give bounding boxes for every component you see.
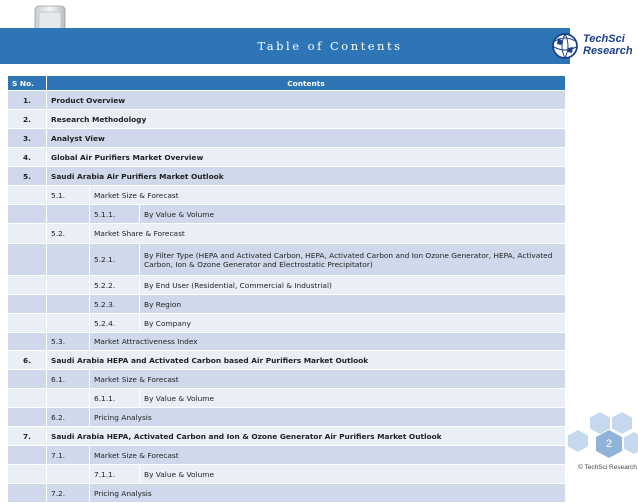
section-number: 4. bbox=[8, 148, 47, 167]
empty-cell bbox=[8, 205, 47, 224]
subsection-number: 7.2. bbox=[47, 484, 90, 503]
section-title: Saudi Arabia Air Purifiers Market Outlook bbox=[47, 167, 566, 186]
subsubsection-title: By Company bbox=[140, 314, 566, 333]
decorative-hexagon bbox=[590, 412, 610, 434]
section-number: 6. bbox=[8, 351, 47, 370]
empty-cell bbox=[8, 224, 47, 244]
empty-cell bbox=[8, 389, 47, 408]
contents-table bbox=[7, 75, 566, 503]
table-row bbox=[8, 484, 566, 503]
subsection-number: 5.3. bbox=[47, 333, 90, 351]
copyright-text: © TechSci Research bbox=[578, 464, 637, 471]
section-number: 7. bbox=[8, 427, 47, 446]
table-row bbox=[8, 129, 566, 148]
decorative-hexagon bbox=[612, 412, 632, 434]
subsection-title: Market Size & Forecast bbox=[90, 446, 566, 465]
subsection-title: Market Share & Forecast bbox=[90, 224, 566, 244]
techsci-logo bbox=[549, 29, 635, 63]
section-title: Saudi Arabia HEPA and Activated Carbon based Air Purifiers Market Outlook bbox=[47, 351, 566, 370]
table-row bbox=[8, 295, 566, 314]
empty-cell bbox=[47, 276, 90, 295]
empty-cell bbox=[8, 465, 47, 484]
empty-cell bbox=[47, 465, 90, 484]
table-row bbox=[8, 224, 566, 244]
column-header-sno: S No. bbox=[8, 76, 47, 91]
table-row bbox=[8, 351, 566, 370]
subsubsection-number: 5.2.4. bbox=[90, 314, 140, 333]
empty-cell bbox=[8, 484, 47, 503]
header-band bbox=[0, 28, 570, 64]
table-row bbox=[8, 427, 566, 446]
section-title: Product Overview bbox=[47, 91, 566, 110]
empty-cell bbox=[47, 389, 90, 408]
empty-cell bbox=[47, 295, 90, 314]
empty-cell bbox=[8, 314, 47, 333]
empty-cell bbox=[47, 205, 90, 224]
empty-cell bbox=[8, 295, 47, 314]
empty-cell bbox=[8, 276, 47, 295]
table-row bbox=[8, 408, 566, 427]
subsection-title: Market Attractiveness Index bbox=[90, 333, 566, 351]
table-row bbox=[8, 446, 566, 465]
globe-icon bbox=[549, 29, 581, 63]
section-title: Research Methodology bbox=[47, 110, 566, 129]
page-title: Table of Contents bbox=[257, 39, 403, 53]
subsubsection-title: By Value & Volume bbox=[140, 465, 566, 484]
empty-cell bbox=[47, 314, 90, 333]
table-header-row bbox=[8, 76, 566, 91]
logo-text-line1: TechSci bbox=[583, 33, 625, 45]
table-row bbox=[8, 244, 566, 276]
subsubsection-title: By Region bbox=[140, 295, 566, 314]
logo-text-line2: Research bbox=[583, 45, 633, 57]
table-row bbox=[8, 186, 566, 205]
empty-cell bbox=[8, 333, 47, 351]
subsubsection-title: By Value & Volume bbox=[140, 389, 566, 408]
decorative-hexagon bbox=[624, 432, 638, 454]
subsubsection-number: 5.1.1. bbox=[90, 205, 140, 224]
empty-cell bbox=[47, 244, 90, 276]
section-title: Analyst View bbox=[47, 129, 566, 148]
subsubsection-number: 7.1.1. bbox=[90, 465, 140, 484]
subsection-number: 5.2. bbox=[47, 224, 90, 244]
subsubsection-title: By Value & Volume bbox=[140, 205, 566, 224]
table-row bbox=[8, 167, 566, 186]
empty-cell bbox=[8, 408, 47, 427]
section-number: 5. bbox=[8, 167, 47, 186]
empty-cell bbox=[8, 446, 47, 465]
table-row bbox=[8, 465, 566, 484]
subsubsection-number: 5.2.1. bbox=[90, 244, 140, 276]
page-number: 2 bbox=[605, 438, 613, 450]
subsection-title: Market Size & Forecast bbox=[90, 370, 566, 389]
subsection-number: 6.2. bbox=[47, 408, 90, 427]
table-row bbox=[8, 205, 566, 224]
section-title: Saudi Arabia HEPA, Activated Carbon and Ion & Ozone Generator Air Purifiers Market Outlook bbox=[47, 427, 566, 446]
subsubsection-number: 6.1.1. bbox=[90, 389, 140, 408]
table-row bbox=[8, 110, 566, 129]
subsubsection-title: By Filter Type (HEPA and Activated Carbon, HEPA, Activated Carbon and Ion Ozone Generator, HEPA, Activated Carbon, Ion & Ozone Generator and Electrostatic Precipitator) bbox=[140, 244, 566, 276]
subsubsection-title: By End User (Residential, Commercial & Industrial) bbox=[140, 276, 566, 295]
table-row bbox=[8, 91, 566, 110]
table-row bbox=[8, 333, 566, 351]
subsection-title: Market Size & Forecast bbox=[90, 186, 566, 205]
section-number: 1. bbox=[8, 91, 47, 110]
column-header-contents: Contents bbox=[47, 76, 566, 91]
section-title: Global Air Purifiers Market Overview bbox=[47, 148, 566, 167]
empty-cell bbox=[8, 186, 47, 205]
table-row bbox=[8, 148, 566, 167]
subsection-title: Pricing Analysis bbox=[90, 408, 566, 427]
table-body bbox=[8, 91, 566, 503]
subsection-title: Pricing Analysis bbox=[90, 484, 566, 503]
empty-cell bbox=[8, 370, 47, 389]
empty-cell bbox=[8, 244, 47, 276]
decorative-hexagon bbox=[568, 430, 588, 452]
subsection-number: 6.1. bbox=[47, 370, 90, 389]
subsubsection-number: 5.2.3. bbox=[90, 295, 140, 314]
table-row bbox=[8, 314, 566, 333]
table-row bbox=[8, 389, 566, 408]
subsection-number: 5.1. bbox=[47, 186, 90, 205]
section-number: 2. bbox=[8, 110, 47, 129]
subsection-number: 7.1. bbox=[47, 446, 90, 465]
subsubsection-number: 5.2.2. bbox=[90, 276, 140, 295]
table-row bbox=[8, 370, 566, 389]
section-number: 3. bbox=[8, 129, 47, 148]
table-row bbox=[8, 276, 566, 295]
